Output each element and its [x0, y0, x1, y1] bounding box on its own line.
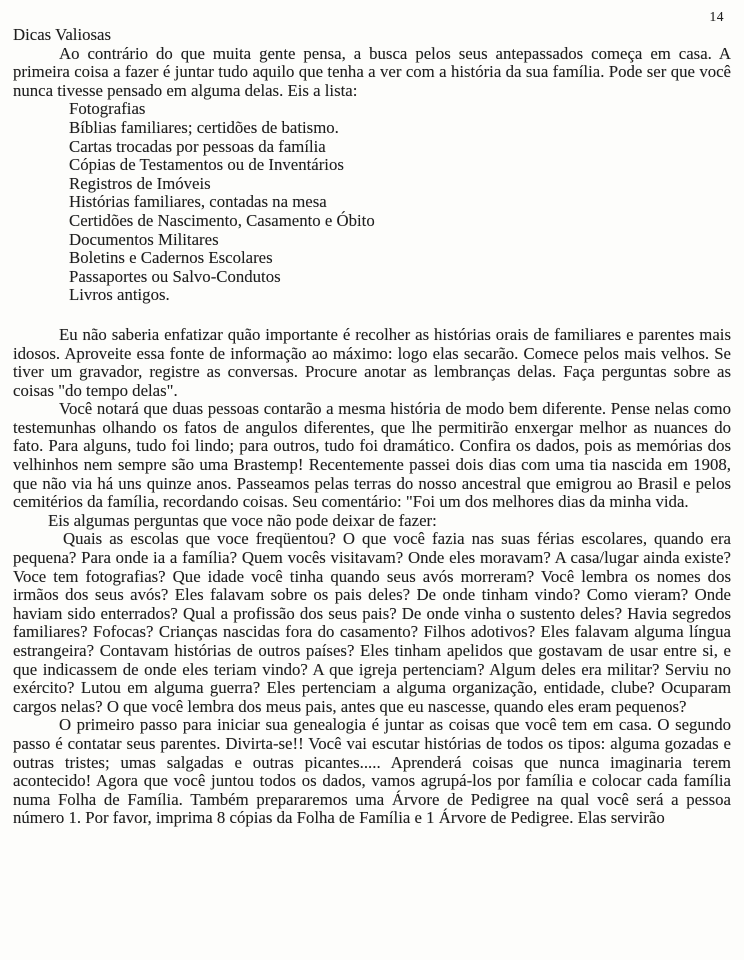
list-item: Histórias familiares, contadas na mesa	[69, 192, 327, 212]
list-item: Registros de Imóveis	[69, 173, 211, 193]
list-item: Cartas trocadas por pessoas da família	[69, 136, 326, 156]
paragraph-questions: Quais as escolas que voce freqüentou? O que você fazia nas suas férias escolares, quando era pequena? Para onde ia a família? Quem vocês visitavam? Onde eles moravam? A casa/lugar ainda existe? Voce tem fotografias? Que idade você tinha quando seus avós morreram? Você lembra os nomes dos irmãos dos seus avós? Eles falavam sobre os pais deles? De onde tinham vindo? Como vieram? Onde haviam sido enterrados? Qual a profissão dos seus pais? De onde vinha o sustento deles? Havia segredos familiares? Fofocas? Crianças nascidas fora do casamento? Filhos adotivos? Eles falavam alguma língua estrangeira? Contavam histórias de outros países? Eles tinham apelidos que gostavam de usar entre si, e que indicassem de onde eles teriam vindo? A que igreja pertenciam? Algum deles era militar? Serviu no exército? Lutou em alguma guerra? Eles pertenciam a alguma organização, entidade, clube? Ocuparam cargos nelas? O que você lembra dos meus pais, antes que eu nascesse, quando eles eram pequenos?	[13, 529, 731, 716]
list-item: Livros antigos.	[69, 285, 170, 305]
family-records-checklist	[13, 100, 731, 305]
paragraph-first-step: O primeiro passo para iniciar sua genealogia é juntar as coisas que você tem em casa. O segundo passo é contatar seus parentes. Divirta-se!! Você vai escutar histórias de todos os tipos: alguma gozadas e outras tristes; umas salgadas e outras picantes..... Aprenderá coisas que nunca imaginaria terem acontecido! Agora que você juntou todos os dados, vamos agrupá-los por família e colocar cada família numa Folha de Família. Também prepararemos uma Árvore de Pedigree na qual você será a pessoa número 1. Por favor, imprima 8 cópias da Folha de Família e 1 Árvore de Pedigree. Elas servirão	[13, 715, 731, 828]
list-item: Fotografias	[69, 99, 146, 119]
page-title: Dicas Valiosas	[13, 25, 112, 44]
paragraph-oral-histories: Eu não saberia enfatizar quão importante é recolher as histórias orais de familiares e parentes mais idosos. Aproveite essa fonte de informação ao máximo: logo elas secarão. Comece pelos mais velhos. Se tiver um gravador, registre as conversas. Procure anotar as lembranças delas. Faça perguntas sobre as coisas "do tempo delas".	[13, 324, 731, 400]
list-item: Cópias de Testamentos ou de Inventários	[69, 155, 344, 175]
list-item: Passaportes ou Salvo-Condutos	[69, 266, 281, 286]
list-item: Boletins e Cadernos Escolares	[69, 248, 273, 268]
list-item: Bíblias familiares; certidões de batismo.	[69, 117, 339, 137]
list-item: Certidões de Nascimento, Casamento e Óbito	[69, 210, 375, 230]
page-number: 14	[709, 9, 724, 24]
list-item: Documentos Militares	[69, 229, 219, 249]
paragraph-two-witnesses: Você notará que duas pessoas contarão a mesma história de modo bem diferente. Pense nelas como testemunhas olhando os fatos de angulos diferentes, que lhe permitirão enxergar melhor as nuances do fato. Para alguns, tudo foi lindo; para outros, tudo foi dramático. Confira os dados, pois as memórias dos velhinhos nem sempre são uma Brastemp! Recentemente passei dois dias com uma tia nascida em 1908, que não via há uns quinze anos. Passeamos pelas terras do nosso ancestral que emigrou ao Brasil e pelos cemitérios da família, recordando coisas. Seu comentário: "Foi um dos melhores dias da minha vida.	[13, 399, 731, 512]
paragraph-intro: Ao contrário do que muita gente pensa, a busca pelos seus antepassados começa em casa. A primeira coisa a fazer é juntar tudo aquilo que tenha a ver com a história da sua família. Pode ser que você nunca tivesse pensado em alguma delas. Eis a lista:	[13, 43, 731, 100]
questions-lead-line: Eis algumas perguntas que voce não pode deixar de fazer:	[48, 510, 437, 530]
